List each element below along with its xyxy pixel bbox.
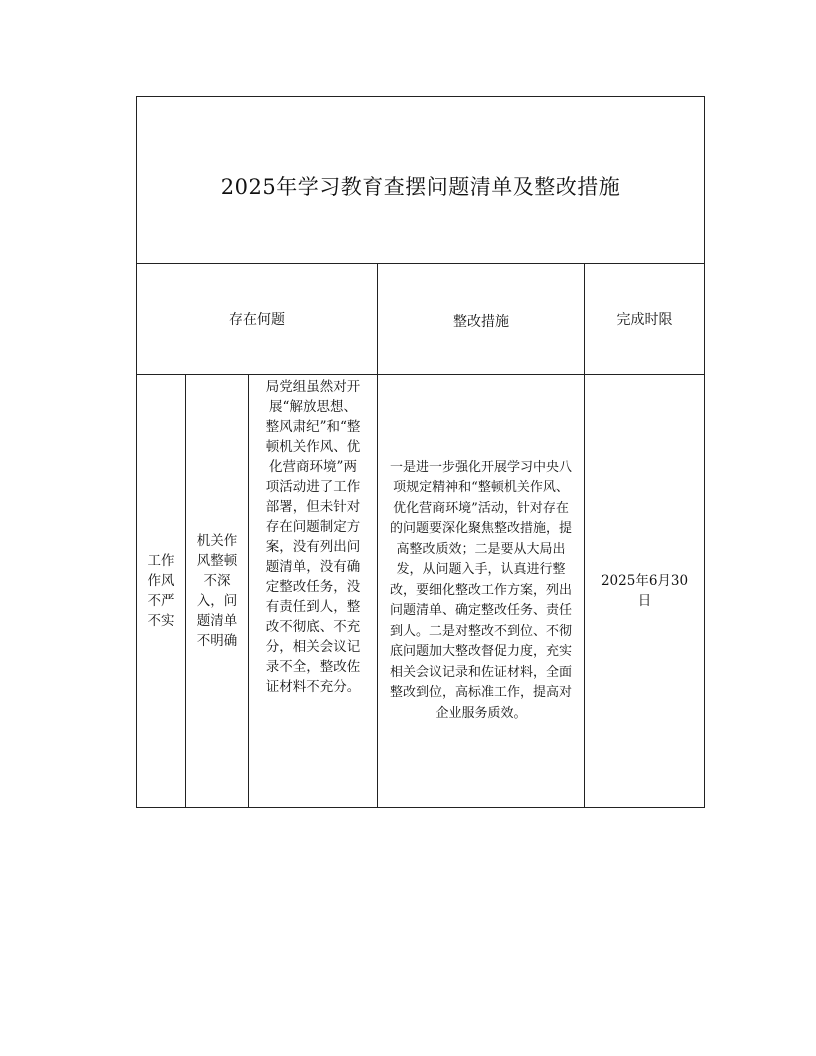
problem-text: 局党组虽然对开展“解放思想、整风肃纪”和“整顿机关作风、优化营商环境”两项活动进了工作部署，但未针对存在问题制定方案，没有列出问题清单，没有确定整改任务，没有责任到人，整改不彻底、不充分，相关会议记录不全，整改佐证材料不充分。 xyxy=(265,379,361,695)
subcategory-cell xyxy=(186,375,249,808)
measure-text: 一是进一步强化开展学习中央八项规定精神和“整顿机关作风、优化营商环境”活动，针对存在的问题要深化聚焦整改措施，提高整改质效；二是要从大局出发，从问题入手，认真进行整改，要细化整改工作方案，列出问题清单、确定整改任务、责任到人。二是对整改不到位、不彻底问题加大整改督促力度，充实相关会议记录和佐证材料，全面整改到位，高标准工作，提高对企业服务质效。 xyxy=(389,459,572,721)
deadline-cell xyxy=(585,375,705,808)
category-cell xyxy=(137,375,186,808)
header-measures-label: 整改措施 xyxy=(453,314,509,330)
header-deadline-label: 完成时限 xyxy=(616,312,673,328)
table-row xyxy=(137,375,705,808)
header-deadline xyxy=(585,264,705,375)
category-text: 工作作风不严不实 xyxy=(147,553,175,629)
subcategory-text: 机关作风整顿不深入，问题清单不明确 xyxy=(196,533,238,649)
header-measures xyxy=(378,264,585,375)
header-problems xyxy=(137,264,378,375)
header-problems-label: 存在何题 xyxy=(229,312,285,328)
deadline-text: 2025年6月30日 xyxy=(600,573,689,609)
measure-cell xyxy=(378,375,585,808)
rectification-table xyxy=(136,96,705,808)
problem-cell xyxy=(249,375,378,808)
document-title: 2025年学习教育查摆问题清单及整改措施 xyxy=(220,175,621,199)
title-cell xyxy=(137,97,705,264)
